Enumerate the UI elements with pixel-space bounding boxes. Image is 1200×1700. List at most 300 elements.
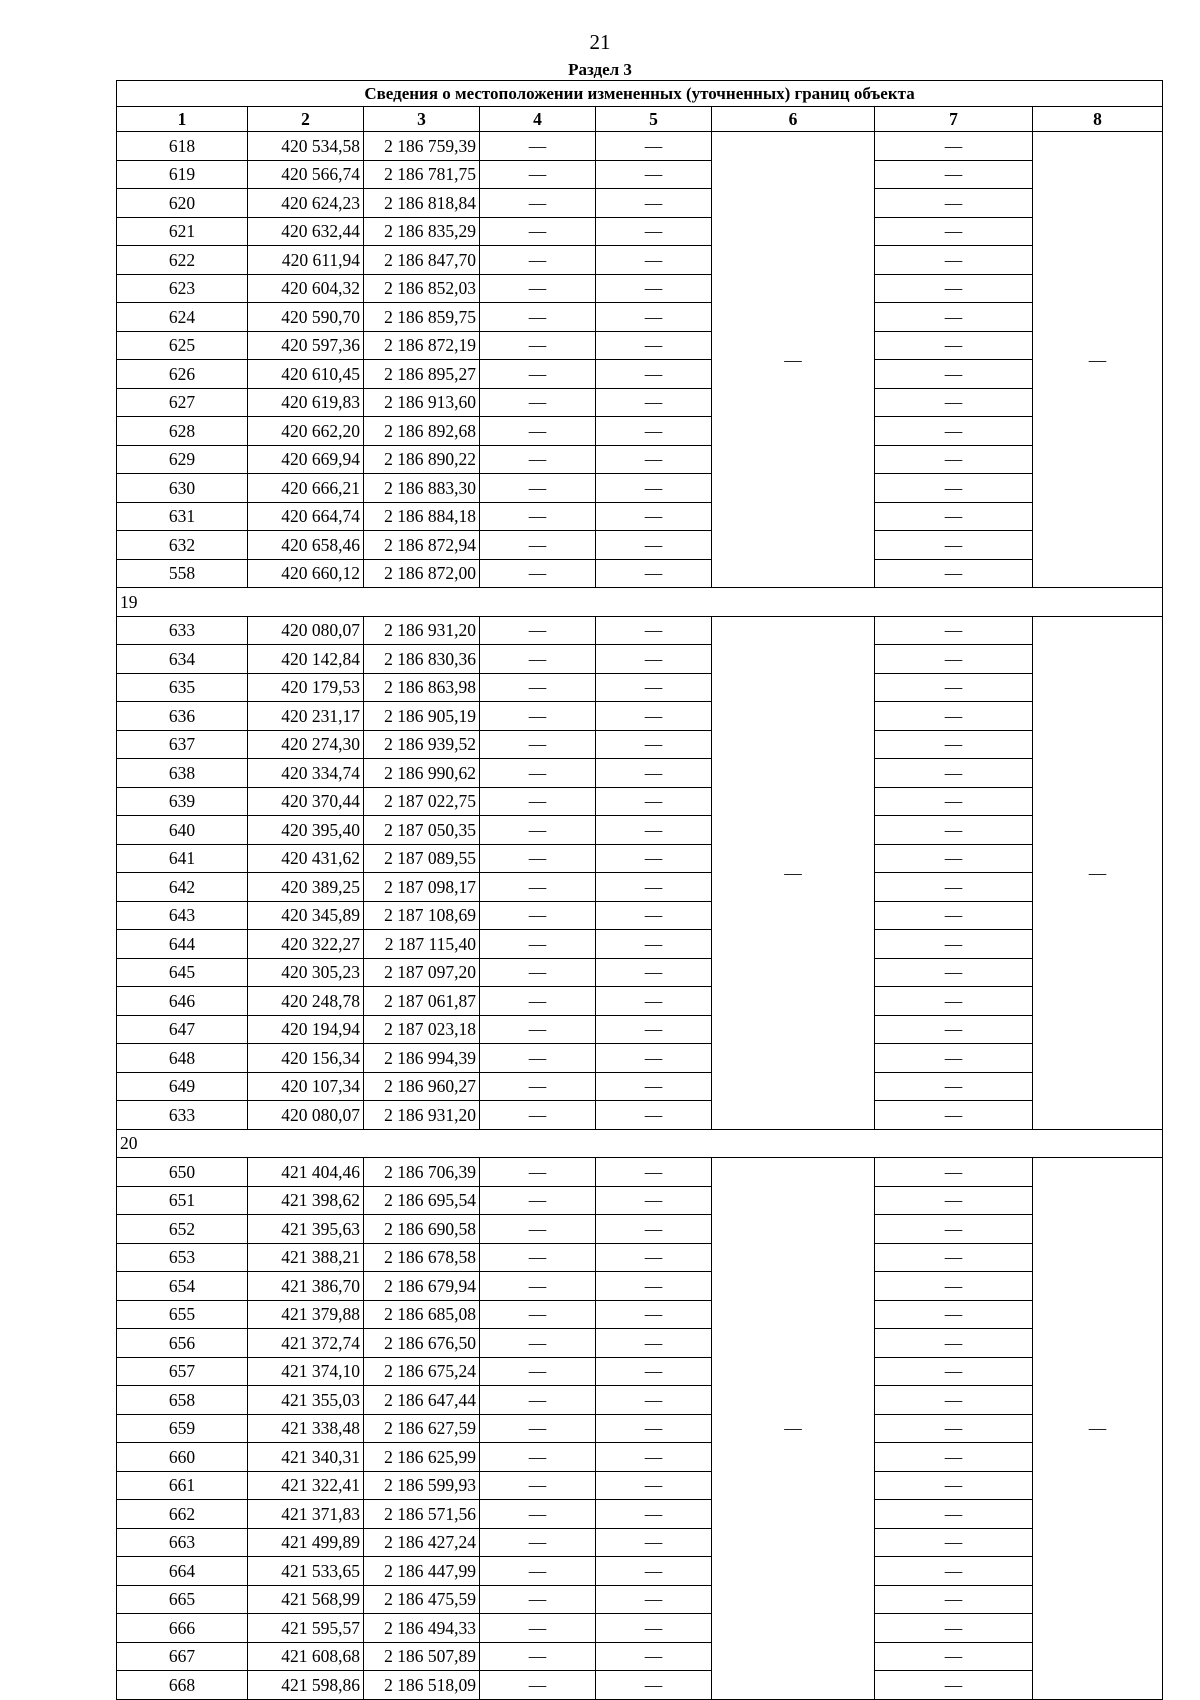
y-coordinate-cell: 2 186 890,22 (364, 445, 480, 474)
column-5-cell: — (596, 217, 712, 246)
column-4-cell: — (480, 274, 596, 303)
x-coordinate-cell: 420 566,74 (248, 160, 364, 189)
point-number-cell: 633 (117, 1101, 248, 1130)
coordinates-table (116, 80, 1163, 1700)
column-4-cell: — (480, 217, 596, 246)
column-5-cell: — (596, 417, 712, 446)
table-row (117, 1186, 1163, 1215)
point-number-cell: 628 (117, 417, 248, 446)
column-4-cell: — (480, 1072, 596, 1101)
group-label-row (117, 1129, 1163, 1158)
column-7-cell: — (875, 445, 1033, 474)
x-coordinate-cell: 421 371,83 (248, 1500, 364, 1529)
column-7-cell: — (875, 987, 1033, 1016)
x-coordinate-cell: 421 379,88 (248, 1300, 364, 1329)
column-5-cell: — (596, 1186, 712, 1215)
column-5-cell: — (596, 331, 712, 360)
x-coordinate-cell: 420 395,40 (248, 816, 364, 845)
column-7-cell: — (875, 730, 1033, 759)
column-4-cell: — (480, 844, 596, 873)
column-7-cell: — (875, 217, 1033, 246)
x-coordinate-cell: 421 340,31 (248, 1443, 364, 1472)
column-5-cell: — (596, 1300, 712, 1329)
x-coordinate-cell: 420 322,27 (248, 930, 364, 959)
point-number-cell: 648 (117, 1044, 248, 1073)
x-coordinate-cell: 420 194,94 (248, 1015, 364, 1044)
y-coordinate-cell: 2 187 023,18 (364, 1015, 480, 1044)
column-4-cell: — (480, 559, 596, 588)
point-number-cell: 666 (117, 1614, 248, 1643)
column-4-cell: — (480, 702, 596, 731)
column-7-cell: — (875, 1300, 1033, 1329)
column-4-cell: — (480, 331, 596, 360)
column-5-cell: — (596, 160, 712, 189)
y-coordinate-cell: 2 187 108,69 (364, 901, 480, 930)
column-5-cell: — (596, 445, 712, 474)
column-4-cell: — (480, 303, 596, 332)
table-row (117, 730, 1163, 759)
table-row (117, 1072, 1163, 1101)
column-7-cell: — (875, 1671, 1033, 1700)
table-row (117, 1300, 1163, 1329)
column-number: 8 (1033, 107, 1163, 132)
x-coordinate-cell: 420 107,34 (248, 1072, 364, 1101)
column-7-cell: — (875, 1044, 1033, 1073)
x-coordinate-cell: 420 611,94 (248, 246, 364, 275)
y-coordinate-cell: 2 186 427,24 (364, 1528, 480, 1557)
point-number-cell: 660 (117, 1443, 248, 1472)
table-row (117, 1614, 1163, 1643)
y-coordinate-cell: 2 186 883,30 (364, 474, 480, 503)
x-coordinate-cell: 420 142,84 (248, 645, 364, 674)
column-4-cell: — (480, 445, 596, 474)
table-row (117, 1272, 1163, 1301)
column-5-cell: — (596, 474, 712, 503)
point-number-cell: 639 (117, 787, 248, 816)
table-row (117, 1329, 1163, 1358)
column-4-cell: — (480, 645, 596, 674)
column-8-merged-cell: — (1033, 616, 1163, 1129)
column-7-cell: — (875, 958, 1033, 987)
column-4-cell: — (480, 1044, 596, 1073)
column-7-cell: — (875, 1015, 1033, 1044)
table-row (117, 873, 1163, 902)
table-row (117, 787, 1163, 816)
column-5-cell: — (596, 1386, 712, 1415)
y-coordinate-cell: 2 186 863,98 (364, 673, 480, 702)
x-coordinate-cell: 420 624,23 (248, 189, 364, 218)
table-row (117, 1557, 1163, 1586)
column-4-cell: — (480, 1642, 596, 1671)
table-row (117, 246, 1163, 275)
column-7-cell: — (875, 189, 1033, 218)
y-coordinate-cell: 2 186 685,08 (364, 1300, 480, 1329)
column-5-cell: — (596, 1101, 712, 1130)
point-number-cell: 620 (117, 189, 248, 218)
point-number-cell: 619 (117, 160, 248, 189)
contour-number: 19 (117, 588, 1163, 617)
point-number-cell: 637 (117, 730, 248, 759)
column-4-cell: — (480, 730, 596, 759)
section-title: Раздел 3 (568, 60, 632, 79)
column-7-cell: — (875, 1557, 1033, 1586)
column-4-cell: — (480, 1557, 596, 1586)
table-row (117, 1443, 1163, 1472)
table-row (117, 1215, 1163, 1244)
column-4-cell: — (480, 1471, 596, 1500)
column-5-cell: — (596, 132, 712, 161)
table-row (117, 901, 1163, 930)
column-8-merged-cell: — (1033, 1158, 1163, 1700)
x-coordinate-cell: 421 322,41 (248, 1471, 364, 1500)
table-row (117, 673, 1163, 702)
column-number: 4 (480, 107, 596, 132)
y-coordinate-cell: 2 187 098,17 (364, 873, 480, 902)
y-coordinate-cell: 2 187 022,75 (364, 787, 480, 816)
column-4-cell: — (480, 1671, 596, 1700)
column-7-cell: — (875, 531, 1033, 560)
y-coordinate-cell: 2 186 647,44 (364, 1386, 480, 1415)
y-coordinate-cell: 2 186 475,59 (364, 1585, 480, 1614)
y-coordinate-cell: 2 187 050,35 (364, 816, 480, 845)
y-coordinate-cell: 2 186 830,36 (364, 645, 480, 674)
x-coordinate-cell: 420 274,30 (248, 730, 364, 759)
point-number-cell: 644 (117, 930, 248, 959)
column-4-cell: — (480, 1015, 596, 1044)
table-row (117, 331, 1163, 360)
y-coordinate-cell: 2 186 571,56 (364, 1500, 480, 1529)
column-number: 2 (248, 107, 364, 132)
column-4-cell: — (480, 502, 596, 531)
x-coordinate-cell: 421 608,68 (248, 1642, 364, 1671)
table-row (117, 360, 1163, 389)
column-7-cell: — (875, 1443, 1033, 1472)
point-number-cell: 655 (117, 1300, 248, 1329)
point-number-cell: 667 (117, 1642, 248, 1671)
column-5-cell: — (596, 873, 712, 902)
point-number-cell: 631 (117, 502, 248, 531)
column-4-cell: — (480, 987, 596, 1016)
y-coordinate-cell: 2 186 872,00 (364, 559, 480, 588)
point-number-cell: 658 (117, 1386, 248, 1415)
table-row (117, 702, 1163, 731)
table-row (117, 502, 1163, 531)
y-coordinate-cell: 2 186 872,19 (364, 331, 480, 360)
y-coordinate-cell: 2 186 781,75 (364, 160, 480, 189)
column-4-cell: — (480, 189, 596, 218)
x-coordinate-cell: 420 619,83 (248, 388, 364, 417)
column-7-cell: — (875, 1158, 1033, 1187)
column-5-cell: — (596, 246, 712, 275)
point-number-cell: 627 (117, 388, 248, 417)
table-body (117, 132, 1163, 1700)
column-4-cell: — (480, 1243, 596, 1272)
column-7-cell: — (875, 1243, 1033, 1272)
x-coordinate-cell: 421 595,57 (248, 1614, 364, 1643)
column-7-cell: — (875, 274, 1033, 303)
y-coordinate-cell: 2 187 061,87 (364, 987, 480, 1016)
column-7-cell: — (875, 132, 1033, 161)
column-7-cell: — (875, 844, 1033, 873)
column-5-cell: — (596, 987, 712, 1016)
column-4-cell: — (480, 1443, 596, 1472)
column-7-cell: — (875, 816, 1033, 845)
table-row (117, 1357, 1163, 1386)
table-row (117, 958, 1163, 987)
column-4-cell: — (480, 1101, 596, 1130)
column-4-cell: — (480, 873, 596, 902)
point-number-cell: 621 (117, 217, 248, 246)
y-coordinate-cell: 2 186 939,52 (364, 730, 480, 759)
column-5-cell: — (596, 816, 712, 845)
column-5-cell: — (596, 360, 712, 389)
x-coordinate-cell: 421 388,21 (248, 1243, 364, 1272)
x-coordinate-cell: 421 338,48 (248, 1414, 364, 1443)
column-5-cell: — (596, 1272, 712, 1301)
table-row (117, 1500, 1163, 1529)
column-5-cell: — (596, 1357, 712, 1386)
x-coordinate-cell: 420 662,20 (248, 417, 364, 446)
table-row (117, 445, 1163, 474)
point-number-cell: 622 (117, 246, 248, 275)
y-coordinate-cell: 2 186 913,60 (364, 388, 480, 417)
column-5-cell: — (596, 1671, 712, 1700)
column-4-cell: — (480, 417, 596, 446)
y-coordinate-cell: 2 186 627,59 (364, 1414, 480, 1443)
x-coordinate-cell: 420 597,36 (248, 331, 364, 360)
table-row (117, 474, 1163, 503)
column-5-cell: — (596, 531, 712, 560)
table-row (117, 1158, 1163, 1187)
table-row (117, 132, 1163, 161)
column-4-cell: — (480, 1215, 596, 1244)
table-row (117, 1585, 1163, 1614)
column-7-cell: — (875, 1386, 1033, 1415)
column-number: 3 (364, 107, 480, 132)
point-number-cell: 662 (117, 1500, 248, 1529)
x-coordinate-cell: 420 248,78 (248, 987, 364, 1016)
column-4-cell: — (480, 1585, 596, 1614)
column-5-cell: — (596, 1329, 712, 1358)
column-4-cell: — (480, 787, 596, 816)
column-5-cell: — (596, 1557, 712, 1586)
y-coordinate-cell: 2 186 507,89 (364, 1642, 480, 1671)
column-5-cell: — (596, 616, 712, 645)
column-5-cell: — (596, 1158, 712, 1187)
column-7-cell: — (875, 616, 1033, 645)
column-7-cell: — (875, 787, 1033, 816)
table-row (117, 1044, 1163, 1073)
x-coordinate-cell: 420 334,74 (248, 759, 364, 788)
column-number-row (117, 107, 1163, 132)
point-number-cell: 656 (117, 1329, 248, 1358)
column-6-merged-cell: — (712, 132, 875, 588)
column-5-cell: — (596, 730, 712, 759)
point-number-cell: 649 (117, 1072, 248, 1101)
y-coordinate-cell: 2 186 759,39 (364, 132, 480, 161)
column-5-cell: — (596, 274, 712, 303)
point-number-cell: 634 (117, 645, 248, 674)
table-row (117, 616, 1163, 645)
point-number-cell: 641 (117, 844, 248, 873)
table-row (117, 189, 1163, 218)
x-coordinate-cell: 420 534,58 (248, 132, 364, 161)
point-number-cell: 642 (117, 873, 248, 902)
point-number-cell: 618 (117, 132, 248, 161)
point-number-cell: 668 (117, 1671, 248, 1700)
x-coordinate-cell: 421 386,70 (248, 1272, 364, 1301)
column-7-cell: — (875, 474, 1033, 503)
x-coordinate-cell: 421 374,10 (248, 1357, 364, 1386)
column-5-cell: — (596, 930, 712, 959)
column-7-cell: — (875, 645, 1033, 674)
contour-number: 20 (117, 1129, 1163, 1158)
column-7-cell: — (875, 1471, 1033, 1500)
x-coordinate-cell: 421 533,65 (248, 1557, 364, 1586)
y-coordinate-cell: 2 186 678,58 (364, 1243, 480, 1272)
y-coordinate-cell: 2 186 494,33 (364, 1614, 480, 1643)
column-4-cell: — (480, 1528, 596, 1557)
x-coordinate-cell: 421 404,46 (248, 1158, 364, 1187)
x-coordinate-cell: 420 305,23 (248, 958, 364, 987)
table-row (117, 1642, 1163, 1671)
column-5-cell: — (596, 1585, 712, 1614)
column-7-cell: — (875, 1329, 1033, 1358)
column-7-cell: — (875, 1528, 1033, 1557)
column-5-cell: — (596, 702, 712, 731)
point-number-cell: 653 (117, 1243, 248, 1272)
table-row (117, 388, 1163, 417)
column-4-cell: — (480, 1414, 596, 1443)
table-row (117, 844, 1163, 873)
column-number: 7 (875, 107, 1033, 132)
table-row (117, 987, 1163, 1016)
x-coordinate-cell: 421 372,74 (248, 1329, 364, 1358)
column-7-cell: — (875, 1414, 1033, 1443)
y-coordinate-cell: 2 186 895,27 (364, 360, 480, 389)
column-4-cell: — (480, 474, 596, 503)
point-number-cell: 640 (117, 816, 248, 845)
y-coordinate-cell: 2 186 884,18 (364, 502, 480, 531)
column-7-cell: — (875, 1072, 1033, 1101)
point-number-cell: 643 (117, 901, 248, 930)
x-coordinate-cell: 420 345,89 (248, 901, 364, 930)
table-row (117, 759, 1163, 788)
column-5-cell: — (596, 1500, 712, 1529)
column-7-cell: — (875, 1101, 1033, 1130)
table-row (117, 1386, 1163, 1415)
column-5-cell: — (596, 502, 712, 531)
column-7-cell: — (875, 1500, 1033, 1529)
point-number-cell: 625 (117, 331, 248, 360)
column-number: 6 (712, 107, 875, 132)
table-row (117, 1528, 1163, 1557)
x-coordinate-cell: 420 610,45 (248, 360, 364, 389)
column-7-cell: — (875, 417, 1033, 446)
column-5-cell: — (596, 645, 712, 674)
column-4-cell: — (480, 1357, 596, 1386)
y-coordinate-cell: 2 187 115,40 (364, 930, 480, 959)
column-7-cell: — (875, 1642, 1033, 1671)
column-4-cell: — (480, 246, 596, 275)
column-7-cell: — (875, 1215, 1033, 1244)
x-coordinate-cell: 420 370,44 (248, 787, 364, 816)
column-7-cell: — (875, 160, 1033, 189)
point-number-cell: 635 (117, 673, 248, 702)
point-number-cell: 664 (117, 1557, 248, 1586)
x-coordinate-cell: 420 080,07 (248, 616, 364, 645)
column-5-cell: — (596, 1015, 712, 1044)
y-coordinate-cell: 2 186 675,24 (364, 1357, 480, 1386)
x-coordinate-cell: 421 499,89 (248, 1528, 364, 1557)
x-coordinate-cell: 420 080,07 (248, 1101, 364, 1130)
column-4-cell: — (480, 1300, 596, 1329)
point-number-cell: 645 (117, 958, 248, 987)
table-row (117, 816, 1163, 845)
x-coordinate-cell: 420 604,32 (248, 274, 364, 303)
point-number-cell: 652 (117, 1215, 248, 1244)
column-4-cell: — (480, 360, 596, 389)
column-5-cell: — (596, 901, 712, 930)
column-7-cell: — (875, 1272, 1033, 1301)
y-coordinate-cell: 2 186 599,93 (364, 1471, 480, 1500)
x-coordinate-cell: 420 660,12 (248, 559, 364, 588)
table-header (117, 81, 1163, 132)
point-number-cell: 650 (117, 1158, 248, 1187)
column-4-cell: — (480, 958, 596, 987)
column-4-cell: — (480, 1500, 596, 1529)
table-caption: Сведения о местоположении измененных (уточненных) границ объекта (117, 81, 1163, 107)
column-4-cell: — (480, 1272, 596, 1301)
column-5-cell: — (596, 1072, 712, 1101)
column-4-cell: — (480, 388, 596, 417)
column-5-cell: — (596, 1614, 712, 1643)
column-7-cell: — (875, 673, 1033, 702)
point-number-cell: 626 (117, 360, 248, 389)
column-7-cell: — (875, 1186, 1033, 1215)
point-number-cell: 632 (117, 531, 248, 560)
table-row (117, 531, 1163, 560)
y-coordinate-cell: 2 186 859,75 (364, 303, 480, 332)
table-row (117, 417, 1163, 446)
group-label-row (117, 588, 1163, 617)
column-6-merged-cell: — (712, 1158, 875, 1700)
column-5-cell: — (596, 787, 712, 816)
column-5-cell: — (596, 759, 712, 788)
point-number-cell: 558 (117, 559, 248, 588)
column-number: 1 (117, 107, 248, 132)
y-coordinate-cell: 2 186 690,58 (364, 1215, 480, 1244)
y-coordinate-cell: 2 186 892,68 (364, 417, 480, 446)
table-row (117, 930, 1163, 959)
point-number-cell: 663 (117, 1528, 248, 1557)
y-coordinate-cell: 2 186 706,39 (364, 1158, 480, 1187)
column-7-cell: — (875, 1357, 1033, 1386)
x-coordinate-cell: 420 590,70 (248, 303, 364, 332)
column-7-cell: — (875, 702, 1033, 731)
column-7-cell: — (875, 388, 1033, 417)
x-coordinate-cell: 420 658,46 (248, 531, 364, 560)
point-number-cell: 629 (117, 445, 248, 474)
column-5-cell: — (596, 388, 712, 417)
column-7-cell: — (875, 559, 1033, 588)
column-5-cell: — (596, 1044, 712, 1073)
point-number-cell: 636 (117, 702, 248, 731)
x-coordinate-cell: 421 398,62 (248, 1186, 364, 1215)
y-coordinate-cell: 2 186 695,54 (364, 1186, 480, 1215)
table-row (117, 274, 1163, 303)
point-number-cell: 623 (117, 274, 248, 303)
